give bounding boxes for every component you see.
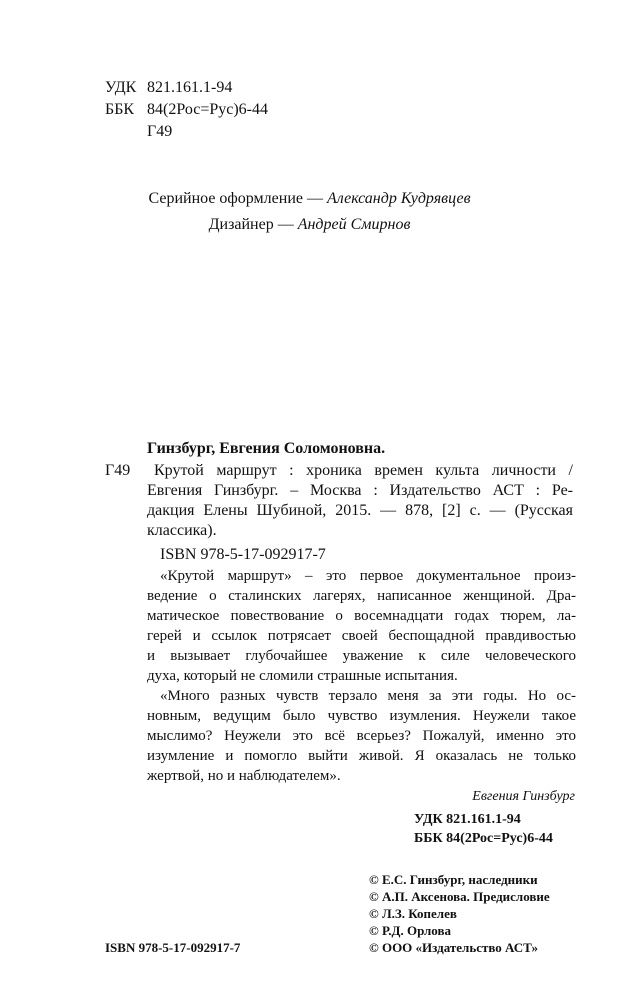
- designer-name: Андрей Смирнов: [297, 216, 411, 233]
- bbk-bottom: ББК 84(2Рос=Рус)6-44: [414, 831, 553, 846]
- bbk-label: ББК: [105, 101, 135, 118]
- description-line: классика).: [147, 522, 217, 539]
- annotation-line: изумление и помогло выйти живой. Я оказалась не только: [147, 748, 576, 764]
- annotation-line: ведение о сталинских лагерях, написанное женщиной. Дра-: [147, 588, 576, 604]
- copyright-line: © Е.С. Гинзбург, наследники: [369, 872, 538, 887]
- bbk-value: 84(2Рос=Рус)6-44: [147, 101, 269, 118]
- annotation-line: герей и ссылок потрясает своей беспощадной правдивостью: [147, 628, 576, 644]
- annotation-line: и вызывает глубочайшее уважение к силе человеческого: [147, 648, 576, 664]
- annotation-signature: Евгения Гинзбург: [472, 789, 575, 804]
- series-design-name: Александр Кудрявцев: [326, 190, 471, 207]
- copyright-line: © А.П. Аксенова. Предисловие: [369, 889, 550, 904]
- designer-label: Дизайнер —: [208, 216, 298, 233]
- udk-label: УДК: [105, 79, 137, 96]
- series-design-credit: [0, 190, 619, 208]
- annotation-line: мыслимо? Неужели это всё всерьез? Пожалуй, именно это: [147, 728, 576, 744]
- annotation-line: жертвой, но и наблюдателем».: [147, 768, 341, 784]
- annotation-line: «Много разных чувств терзало меня за эти годы. Но ос-: [160, 688, 576, 704]
- author-heading: Гинзбург, Евгения Соломоновна.: [147, 440, 386, 457]
- annotation-line: матическое повествование о восемнадцати годах тюрем, ла-: [147, 608, 576, 624]
- annotation-line: духа, который не сломили страшные испытания.: [147, 668, 458, 684]
- series-design-label: Серийное оформление —: [148, 190, 327, 207]
- description-line: Евгения Гинзбург. – Москва : Издательство АСТ : Ре-: [147, 482, 573, 499]
- copyright-line: © ООО «Издательство АСТ»: [369, 940, 539, 955]
- description-line: Крутой маршрут : хроника времен культа личности /: [154, 462, 573, 479]
- isbn-bottom: ISBN 978-5-17-092917-7: [105, 940, 241, 955]
- udk-value: 821.161.1-94: [147, 79, 233, 96]
- author-sign-card: Г49: [105, 462, 131, 479]
- annotation-line: «Крутой маршрут» – это первое документальное произ-: [160, 568, 576, 584]
- author-sign-top: Г49: [147, 123, 173, 140]
- description-line: дакция Елены Шубиной, 2015. — 878, [2] с. — (Русская: [147, 502, 573, 519]
- udk-bottom: УДК 821.161.1-94: [414, 812, 521, 827]
- copyright-line: © Р.Д. Орлова: [369, 923, 451, 938]
- annotation-line: новным, ведущим было чувство изумления. Неужели такое: [147, 708, 576, 724]
- designer-credit: [0, 216, 619, 234]
- copyright-line: © Л.З. Копелев: [369, 906, 457, 921]
- isbn-card: ISBN 978-5-17-092917-7: [160, 546, 326, 563]
